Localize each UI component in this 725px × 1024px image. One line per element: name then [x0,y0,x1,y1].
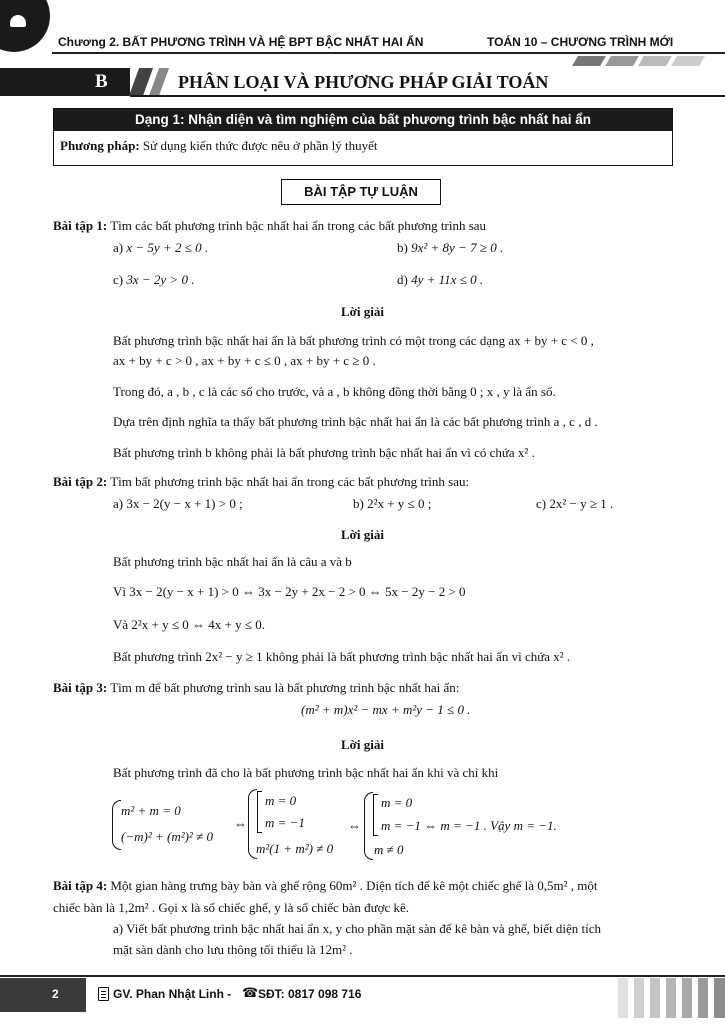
sys1-row1: m² + m = 0 [121,803,181,818]
bt2-label: Bài tập 2: [53,474,108,489]
bt1-d-label: d) [397,272,408,287]
bt1-solution-label: Lời giải [341,304,384,319]
bt4-text1: Một gian hàng trưng bày bàn và ghế rộng 60m² . Diện tích để kê một chiếc ghế là 0,5m² , một [110,878,598,893]
bt3-label: Bài tập 3: [53,680,108,695]
system-bracket [257,791,262,833]
bt2-sol3: Và 2²x + y ≤ 0 ⇔ 4x + y ≤ 0. [113,617,265,632]
system-brace [364,792,373,860]
bt1-c-expr: 3x − 2y > 0 . [126,272,195,287]
sys3-row3: m ≠ 0 [374,842,404,857]
bt1-sol3: Trong đó, a , b , c là các số cho trước, và a , b không đồng thời bằng 0 ; x , y là ẩn số. [113,384,556,399]
sys3-row1: m = 0 [381,795,413,810]
bt1-sol2: ax + by + c > 0 , ax + by + c ≤ 0 , ax + by + c ≥ 0 . [113,353,376,368]
banner-letter-box [0,68,130,96]
bt1-b [397,240,503,256]
bt1-question-line [53,218,486,234]
bt2-question-line [53,474,469,490]
sys3-row2: m = −1 ⇔ m = −1 . Vậy m = −1. [381,818,557,833]
logo-icon [10,15,26,27]
bt1-a-label: a) [113,240,124,255]
bt4-line3: a) Viết bất phương trình bậc nhất hai ẩn x, y cho phần mặt sàn để kê bàn và ghế, biết diện tích [113,921,601,936]
section-banner [0,68,725,96]
bt3-question: Tìm m để bất phương trình sau là bất phương trình bậc nhất hai ẩn: [110,680,460,695]
bt4-line2: chiếc bàn là 1,2m² . Gọi x là số chiếc ghế, y là số chiếc bàn được kê. [53,900,410,915]
system-brace [112,800,121,850]
bt1-c [113,272,194,288]
dang-method [60,138,377,154]
bt2-sol4: Bất phương trình 2x² − y ≥ 1 không phải là bất phương trình bậc nhất hai ẩn vì chứa x² . [113,649,571,664]
bt1-b-label: b) [397,240,408,255]
banner-stripe [572,56,606,66]
page-number-box [0,978,86,1012]
bt1-c-label: c) [113,272,124,287]
footer-stripes [618,978,725,1024]
footer-author: GV. Phan Nhật Linh - [113,987,232,1001]
sys2-row1: m = 0 [265,793,297,808]
banner-stripe [605,56,639,66]
banner-stripe [638,56,672,66]
bt1-sol4: Dựa trên định nghĩa ta thấy bất phương trình bậc nhất hai ẩn là các bất phương trình a , c , d . [113,414,598,429]
bt3-sol1: Bất phương trình đã cho là bất phương trình bậc nhất hai ẩn khi và chỉ khi [113,765,499,780]
dang-box [53,108,673,166]
bt1-sol5: Bất phương trình b không phải là bất phương trình bậc nhất hai ẩn vì có chứa x² . [113,445,535,460]
bt3-expr: (m² + m)x² − mx + m²y − 1 ≤ 0 . [301,702,471,717]
method-label: Phương pháp: [60,138,140,153]
bt4-line4: mặt sàn dành cho lưu thông tối thiểu là 12m² . [113,942,353,957]
bt1-a-expr: x − 5y + 2 ≤ 0 . [126,240,209,255]
banner-stripe [149,68,169,96]
header-chapter: Chương 2. BẤT PHƯƠNG TRÌNH VÀ HỆ BPT BẬC NHẤT HAI ẨN [58,35,424,49]
equiv-arrow: ⇔ [234,816,247,831]
bt2-sol1: Bất phương trình bậc nhất hai ẩn là câu a và b [113,554,352,569]
bt1-sol1: Bất phương trình bậc nhất hai ẩn là bất phương trình có một trong các dạng ax + by + c < 0 , [113,333,594,348]
banner-line [130,95,725,97]
footer-phone: SĐT: 0817 098 716 [258,987,362,1001]
header-logo [0,0,50,52]
section-title: PHÂN LOẠI VÀ PHƯƠNG PHÁP GIẢI TOÁN [178,72,549,92]
bt2-b: b) 2²x + y ≤ 0 ; [353,496,432,511]
system-bracket [373,794,378,836]
bt1-label: Bài tập 1: [53,218,108,233]
banner-stripe [671,56,705,66]
bt2-question: Tìm bất phương trình bậc nhất hai ẩn trong các bất phương trình sau: [110,474,470,489]
bt4-line1 [53,878,597,894]
bt1-d [397,272,483,288]
bt1-b-expr: 9x² + 8y − 7 ≥ 0 . [411,240,504,255]
bt2-c: c) 2x² − y ≥ 1 . [536,496,614,511]
header-rule [52,52,725,54]
bt1-question: Tìm các bất phương trình bậc nhất hai ẩn trong các bất phương trình sau [110,218,487,233]
page-number: 2 [52,987,59,1001]
document-icon [98,987,109,1001]
sys1-row2: (−m)² + (m²)² ≠ 0 [121,829,213,844]
footer-bar [0,978,620,1012]
equiv-arrow: ⇔ [348,818,361,833]
bt2-solution-label: Lời giải [341,527,384,542]
bt2-sol2: Vì 3x − 2(y − x + 1) > 0 ⇔ 3x − 2y + 2x − 2 > 0 ⇔ 5x − 2y − 2 > 0 [113,584,466,599]
bt3-question-line [53,680,459,696]
exercise-box: BÀI TẬP TỰ LUẬN [281,179,441,205]
bt2-a: a) 3x − 2(y − x + 1) > 0 ; [113,496,243,511]
method-text: Sử dụng kiến thức được nêu ở phần lý thuyết [142,138,378,153]
bt1-d-expr: 4y + 11x ≤ 0 . [411,272,484,287]
footer-rule [0,975,725,977]
phone-icon: ☎ [242,985,259,1000]
sys2-row2: m = −1 [265,815,305,830]
section-letter: B [95,71,108,92]
bt3-solution-label: Lời giải [341,737,384,752]
header-program: TOÁN 10 – CHƯƠNG TRÌNH MỚI [487,35,674,49]
dang-title: Dạng 1: Nhận diện và tìm nghiệm của bất phương trình bậc nhất hai ẩn [54,109,672,131]
bt1-a [113,240,208,256]
bt4-label: Bài tập 4: [53,878,108,893]
sys2-row3: m²(1 + m²) ≠ 0 [256,841,334,856]
